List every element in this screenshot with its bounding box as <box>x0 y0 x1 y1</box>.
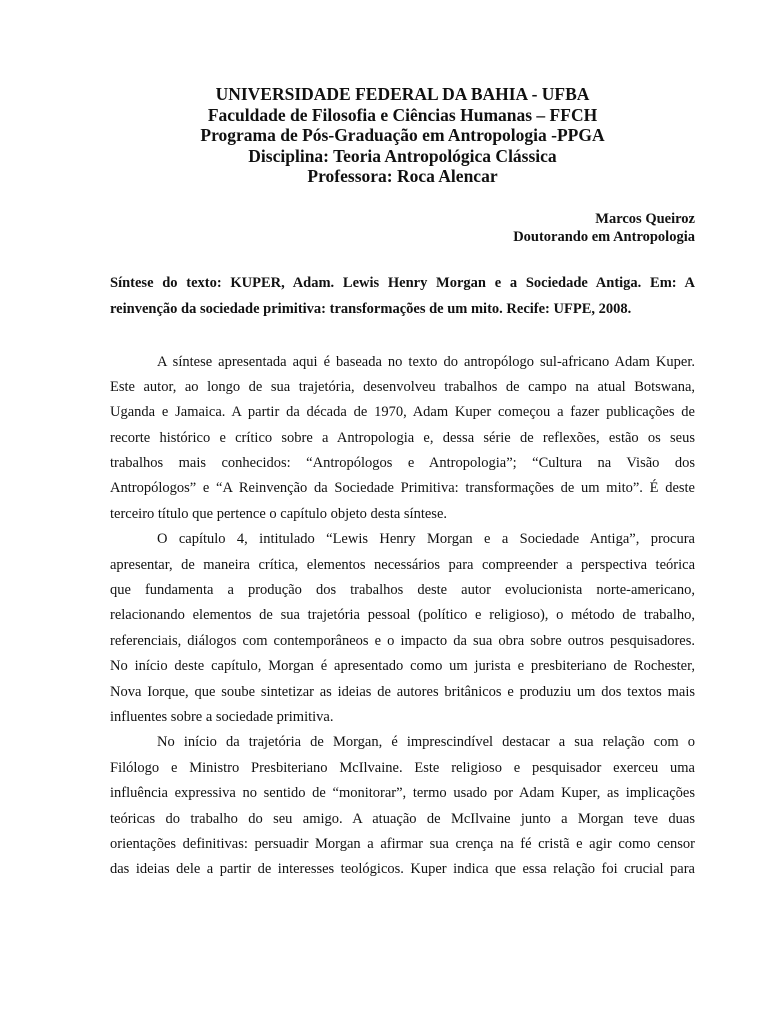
paragraph-line: referenciais, diálogos com contemporâneos e o impacto da sua obra sobre outros pesquisadores. <box>110 632 695 649</box>
paragraph-line: No início deste capítulo, Morgan é apresentado como um jurista e presbiteriano de Rochester, <box>110 658 695 675</box>
synthesis-title: Síntese do texto: KUPER, Adam. Lewis Henry Morgan e a Sociedade Antiga. Em: A reinvenção da sociedade primitiva: transformações de um mito. Recife: UFPE, 2008. <box>110 274 695 317</box>
professor-name: Professora: Roca Alencar <box>307 166 498 186</box>
paragraph-line: Uganda e Jamaica. A partir da década de 1970, Adam Kuper começou a fazer publicações de <box>110 404 695 421</box>
university-name: UNIVERSIDADE FEDERAL DA BAHIA - UFBA <box>215 84 590 104</box>
paragraph-line: trabalhos mais conhecidos: “Antropólogos e Antropologia”; “Cultura na Visão dos <box>110 455 695 472</box>
paragraph-line: que fundamenta a produção dos trabalhos deste autor evolucionista norte-americano, <box>110 582 695 599</box>
paragraph-line: relacionando elementos de sua trajetória pessoal (político e religioso), o método de trabalho, <box>110 607 695 624</box>
paragraph-line: das ideias dele a partir de interesses teológicos. Kuper indica que essa relação foi crucial para <box>110 861 695 878</box>
paragraph-line: influência expressiva no sentido de “monitorar”, termo usado por Adam Kuper, as implicações <box>110 785 695 802</box>
author-role: Doutorando em Antropologia <box>513 229 695 245</box>
paragraph-line: Nova Iorque, que soube sintetizar as ideias de autores britânicos e produziu um dos textos mais <box>110 683 695 700</box>
paragraph-line: apresentar, de maneira crítica, elementos necessários para compreender a perspectiva teórica <box>110 556 695 573</box>
author-block <box>110 210 695 247</box>
paragraph-line: recorte histórico e crítico sobre a Antropologia e, dessa série de reflexões, estão os seus <box>110 429 695 446</box>
paragraph-line: O capítulo 4, intitulado “Lewis Henry Morgan e a Sociedade Antiga”, procura <box>157 531 695 548</box>
paragraph-1 <box>110 350 695 528</box>
program-name: Programa de Pós-Graduação em Antropologia -PPGA <box>200 125 605 145</box>
document-body <box>110 350 695 883</box>
document-header <box>110 84 695 187</box>
author-name: Marcos Queiroz <box>595 210 695 227</box>
paragraph-line: terceiro título que pertence o capítulo objeto desta síntese. <box>110 505 448 522</box>
paragraph-line: Filólogo e Ministro Presbiteriano McIlvaine. Este religioso e pesquisador exerceu uma <box>110 759 695 776</box>
paragraph-line: orientações definitivas: persuadir Morgan a afirmar sua crença na fé cristã e agir como censor <box>110 835 695 852</box>
paragraph-line: A síntese apresentada aqui é baseada no texto do antropólogo sul-africano Adam Kuper. <box>157 353 695 370</box>
paragraph-line: influentes sobre a sociedade primitiva. <box>110 708 334 725</box>
faculty-name: Faculdade de Filosofia e Ciências Humanas – FFCH <box>207 104 598 125</box>
paragraph-line: Este autor, ao longo de sua trajetória, desenvolveu trabalhos de campo na atual Botswana, <box>110 378 695 395</box>
paragraph-line: Antropólogos” e “A Reinvenção da Sociedade Primitiva: transformações de um mito”. É deste <box>110 480 695 497</box>
paragraph-line: No início da trajetória de Morgan, é imprescindível destacar a sua relação com o <box>157 734 695 751</box>
paragraph-3 <box>110 730 695 882</box>
paragraph-2 <box>110 527 695 730</box>
paragraph-line: teóricas do trabalho do seu amigo. A atuação de McIlvaine junto a Morgan teve duas <box>110 810 695 827</box>
discipline-name: Disciplina: Teoria Antropológica Clássica <box>248 145 557 166</box>
